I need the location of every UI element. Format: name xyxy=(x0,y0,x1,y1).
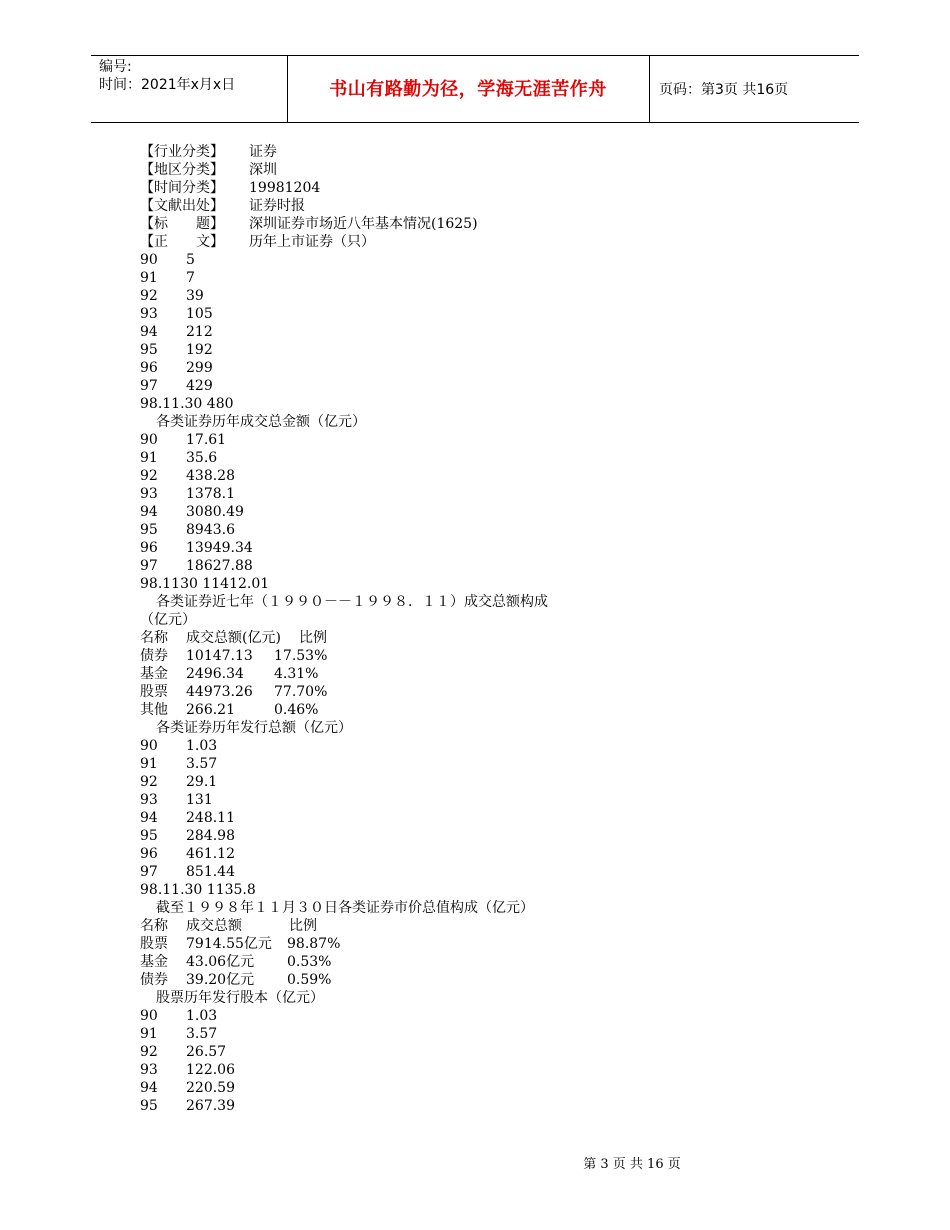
mktcap-row: 股票 7914.55亿元 98.87% xyxy=(140,936,341,952)
section-title: 各类证券历年发行总额（亿元） xyxy=(156,720,352,736)
turnover-row: 91 35.6 xyxy=(140,450,218,466)
document-time-label: 时间：2021年x月x日 xyxy=(99,77,236,93)
turnover-row: 95 8943.6 xyxy=(140,522,235,538)
listed-row: 92 39 xyxy=(140,288,204,304)
issue-row: 92 29.1 xyxy=(140,774,218,790)
shares-row: 90 1.03 xyxy=(140,1008,218,1024)
listed-last-row: 98.11.30 480 xyxy=(140,396,234,412)
issue-row: 97 851.44 xyxy=(140,864,235,880)
issue-row: 91 3.57 xyxy=(140,756,218,772)
listed-row: 91 7 xyxy=(140,270,195,286)
meta-key: 【标 题】 xyxy=(140,216,224,232)
header-middle-cell xyxy=(287,56,650,122)
meta-row xyxy=(140,161,860,179)
meta-key: 【行业分类】 xyxy=(140,144,224,160)
mktcap-row: 债券 39.20亿元 0.59% xyxy=(140,972,332,988)
meta-row xyxy=(140,215,860,233)
meta-row xyxy=(140,179,860,197)
listed-row: 96 299 xyxy=(140,360,213,376)
listed-row: 90 5 xyxy=(140,252,195,268)
meta-row xyxy=(140,143,860,161)
issue-row: 96 461.12 xyxy=(140,846,235,862)
meta-value: 深圳证券市场近八年基本情况(1625) xyxy=(249,216,478,232)
shares-row: 92 26.57 xyxy=(140,1044,227,1060)
composition-row: 股票 44973.26 77.70% xyxy=(140,684,328,700)
composition-header-row: 名称 成交总额(亿元) 比例 xyxy=(140,630,327,646)
turnover-last-row: 98.1130 11412.01 xyxy=(140,576,270,592)
page-footer: 第 3 页 共 16 页 xyxy=(583,1157,681,1172)
composition-row: 基金 2496.34 4.31% xyxy=(140,666,319,682)
turnover-row: 92 438.28 xyxy=(140,468,235,484)
meta-key: 【时间分类】 xyxy=(140,180,224,196)
header-page-number: 页码：第3页 共16页 xyxy=(659,82,789,98)
meta-key: 【文献出处】 xyxy=(140,198,224,214)
meta-key: 【正 文】 xyxy=(140,234,224,250)
turnover-row: 96 13949.34 xyxy=(140,540,253,556)
listed-row: 94 212 xyxy=(140,324,213,340)
meta-value: 证券时报 xyxy=(249,198,305,214)
section-title: 各类证券近七年（１９９０－－１９９８．１１）成交总额构成 xyxy=(156,594,548,610)
meta-value: 19981204 xyxy=(249,180,321,196)
issue-row: 93 131 xyxy=(140,792,213,808)
turnover-row: 97 18627.88 xyxy=(140,558,253,574)
issue-row: 95 284.98 xyxy=(140,828,235,844)
meta-row xyxy=(140,197,860,215)
listed-row: 97 429 xyxy=(140,378,213,394)
section-title: 股票历年发行股本（亿元） xyxy=(156,990,324,1006)
header-motto: 书山有路勤为径，学海无涯苦作舟 xyxy=(329,79,607,100)
listed-row: 95 192 xyxy=(140,342,213,358)
issue-last-row: 98.11.30 1135.8 xyxy=(140,882,256,898)
issue-row: 94 248.11 xyxy=(140,810,235,826)
turnover-row: 93 1378.1 xyxy=(140,486,235,502)
shares-row: 91 3.57 xyxy=(140,1026,218,1042)
page-header xyxy=(91,55,859,123)
section-title: 截至１９９８年１１月３０日各类证券市价总值构成（亿元） xyxy=(156,900,534,916)
meta-value: 历年上市证券（只） xyxy=(249,234,375,250)
mktcap-header-row: 名称 成交总额 比例 xyxy=(140,918,317,934)
listed-row: 93 105 xyxy=(140,306,213,322)
turnover-row: 94 3080.49 xyxy=(140,504,244,520)
shares-row: 94 220.59 xyxy=(140,1080,235,1096)
mktcap-row: 基金 43.06亿元 0.53% xyxy=(140,954,332,970)
shares-row: 95 267.39 xyxy=(140,1098,235,1114)
meta-value: 证券 xyxy=(249,144,277,160)
document-code-label: 编号: xyxy=(99,59,132,75)
composition-row: 债券 10147.13 17.53% xyxy=(140,648,328,664)
header-right-cell xyxy=(650,56,859,122)
meta-value: 深圳 xyxy=(249,162,277,178)
issue-row: 90 1.03 xyxy=(140,738,218,754)
shares-row: 93 122.06 xyxy=(140,1062,235,1078)
document-body xyxy=(140,143,860,1115)
meta-row xyxy=(140,233,860,251)
header-left-cell xyxy=(91,56,288,122)
turnover-row: 90 17.61 xyxy=(140,432,227,448)
section-title: 各类证券历年成交总金额（亿元） xyxy=(156,414,366,430)
composition-row: 其他 266.21 0.46% xyxy=(140,702,319,718)
section-unit: （亿元） xyxy=(140,612,196,628)
meta-key: 【地区分类】 xyxy=(140,162,224,178)
